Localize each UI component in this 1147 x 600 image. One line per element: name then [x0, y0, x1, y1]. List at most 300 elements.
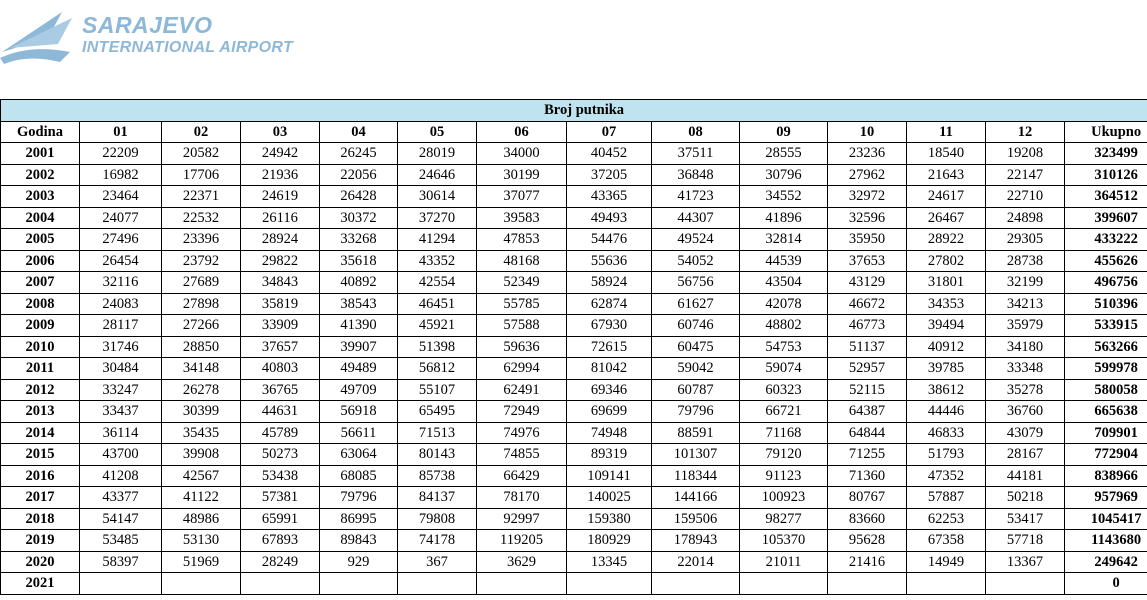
header-row [1, 121, 1147, 143]
total-cell: 1045417 [1065, 508, 1147, 530]
month-cell: 31746 [80, 336, 162, 358]
column-header: 06 [477, 121, 567, 143]
month-cell: 22014 [652, 551, 740, 573]
month-cell: 52957 [828, 358, 907, 380]
year-cell: 2019 [1, 530, 80, 552]
month-cell: 50218 [986, 487, 1065, 509]
month-cell: 32199 [986, 272, 1065, 294]
column-header: 07 [567, 121, 652, 143]
table-row [1, 272, 1147, 294]
month-cell: 51969 [162, 551, 241, 573]
month-cell: 35435 [162, 422, 241, 444]
month-cell: 17706 [162, 164, 241, 186]
month-cell [740, 573, 828, 595]
year-cell: 2017 [1, 487, 80, 509]
month-cell: 54052 [652, 250, 740, 272]
table-row [1, 487, 1147, 509]
month-cell: 22710 [986, 186, 1065, 208]
month-cell: 66721 [740, 401, 828, 423]
table-row [1, 422, 1147, 444]
month-cell: 57588 [477, 315, 567, 337]
month-cell: 47853 [477, 229, 567, 251]
year-cell: 2004 [1, 207, 80, 229]
month-cell: 180929 [567, 530, 652, 552]
month-cell: 33247 [80, 379, 162, 401]
month-cell: 57887 [907, 487, 986, 509]
month-cell: 30199 [477, 164, 567, 186]
month-cell: 21936 [241, 164, 320, 186]
month-cell: 41294 [398, 229, 477, 251]
month-cell: 59636 [477, 336, 567, 358]
month-cell: 37270 [398, 207, 477, 229]
table-row [1, 379, 1147, 401]
month-cell: 26467 [907, 207, 986, 229]
month-cell: 39494 [907, 315, 986, 337]
month-cell: 159380 [567, 508, 652, 530]
month-cell: 46833 [907, 422, 986, 444]
month-cell: 51793 [907, 444, 986, 466]
month-cell: 36765 [241, 379, 320, 401]
month-cell: 74178 [398, 530, 477, 552]
month-cell: 74976 [477, 422, 567, 444]
month-cell: 57718 [986, 530, 1065, 552]
month-cell: 39583 [477, 207, 567, 229]
logo-subtitle: INTERNATIONAL AIRPORT [82, 39, 294, 56]
table-title: Broj putnika [1, 100, 1147, 122]
month-cell: 140025 [567, 487, 652, 509]
month-cell: 67358 [907, 530, 986, 552]
month-cell: 44631 [241, 401, 320, 423]
month-cell: 43377 [80, 487, 162, 509]
month-cell: 81042 [567, 358, 652, 380]
month-cell: 20582 [162, 143, 241, 165]
total-cell: 665638 [1065, 401, 1147, 423]
table-row [1, 250, 1147, 272]
month-cell: 74855 [477, 444, 567, 466]
month-cell [567, 573, 652, 595]
column-header: 05 [398, 121, 477, 143]
month-cell: 26454 [80, 250, 162, 272]
month-cell: 24617 [907, 186, 986, 208]
table-row [1, 358, 1147, 380]
month-cell: 34148 [162, 358, 241, 380]
month-cell: 46451 [398, 293, 477, 315]
month-cell: 72949 [477, 401, 567, 423]
month-cell: 79120 [740, 444, 828, 466]
month-cell: 71513 [398, 422, 477, 444]
month-cell: 53438 [241, 465, 320, 487]
month-cell: 3629 [477, 551, 567, 573]
month-cell: 27689 [162, 272, 241, 294]
month-cell: 24942 [241, 143, 320, 165]
month-cell: 24619 [241, 186, 320, 208]
month-cell: 30399 [162, 401, 241, 423]
year-cell: 2003 [1, 186, 80, 208]
month-cell: 65991 [241, 508, 320, 530]
month-cell: 37657 [241, 336, 320, 358]
column-header: 09 [740, 121, 828, 143]
month-cell: 22532 [162, 207, 241, 229]
table-row [1, 444, 1147, 466]
month-cell: 27496 [80, 229, 162, 251]
month-cell: 72615 [567, 336, 652, 358]
month-cell: 92997 [477, 508, 567, 530]
month-cell: 60323 [740, 379, 828, 401]
month-cell: 80143 [398, 444, 477, 466]
month-cell [477, 573, 567, 595]
month-cell: 55107 [398, 379, 477, 401]
month-cell: 89319 [567, 444, 652, 466]
month-cell: 52349 [477, 272, 567, 294]
month-cell: 14949 [907, 551, 986, 573]
table-row [1, 573, 1147, 595]
month-cell: 13367 [986, 551, 1065, 573]
month-cell: 54476 [567, 229, 652, 251]
month-cell: 367 [398, 551, 477, 573]
year-cell: 2021 [1, 573, 80, 595]
month-cell [398, 573, 477, 595]
total-cell: 399607 [1065, 207, 1147, 229]
month-cell: 86995 [320, 508, 398, 530]
month-cell: 71360 [828, 465, 907, 487]
year-cell: 2018 [1, 508, 80, 530]
month-cell: 43352 [398, 250, 477, 272]
month-cell: 89843 [320, 530, 398, 552]
month-cell: 46672 [828, 293, 907, 315]
month-cell: 43365 [567, 186, 652, 208]
total-cell: 1143680 [1065, 530, 1147, 552]
month-cell: 119205 [477, 530, 567, 552]
month-cell: 91123 [740, 465, 828, 487]
month-cell: 48986 [162, 508, 241, 530]
month-cell: 13345 [567, 551, 652, 573]
month-cell: 84137 [398, 487, 477, 509]
year-cell: 2013 [1, 401, 80, 423]
month-cell: 45789 [241, 422, 320, 444]
month-cell: 30796 [740, 164, 828, 186]
month-cell: 49493 [567, 207, 652, 229]
month-cell: 35618 [320, 250, 398, 272]
month-cell: 47352 [907, 465, 986, 487]
table-row [1, 207, 1147, 229]
month-cell: 62994 [477, 358, 567, 380]
month-cell: 21011 [740, 551, 828, 573]
month-cell: 49709 [320, 379, 398, 401]
month-cell: 41723 [652, 186, 740, 208]
month-cell: 43504 [740, 272, 828, 294]
month-cell: 83660 [828, 508, 907, 530]
month-cell: 71168 [740, 422, 828, 444]
column-header: Godina [1, 121, 80, 143]
year-cell: 2002 [1, 164, 80, 186]
column-header: Ukupno [1065, 121, 1147, 143]
month-cell: 28738 [986, 250, 1065, 272]
month-cell [828, 573, 907, 595]
month-cell: 49524 [652, 229, 740, 251]
month-cell: 29822 [241, 250, 320, 272]
month-cell: 60746 [652, 315, 740, 337]
month-cell: 60475 [652, 336, 740, 358]
month-cell: 85738 [398, 465, 477, 487]
month-cell: 34000 [477, 143, 567, 165]
year-cell: 2010 [1, 336, 80, 358]
month-cell: 64844 [828, 422, 907, 444]
month-cell: 29305 [986, 229, 1065, 251]
month-cell: 19208 [986, 143, 1065, 165]
month-cell: 53485 [80, 530, 162, 552]
month-cell: 22209 [80, 143, 162, 165]
month-cell: 30372 [320, 207, 398, 229]
year-cell: 2006 [1, 250, 80, 272]
month-cell: 32972 [828, 186, 907, 208]
month-cell: 34213 [986, 293, 1065, 315]
table-row [1, 336, 1147, 358]
month-cell: 34180 [986, 336, 1065, 358]
table-row [1, 401, 1147, 423]
month-cell: 79796 [652, 401, 740, 423]
month-cell: 109141 [567, 465, 652, 487]
month-cell: 95628 [828, 530, 907, 552]
table-body [1, 143, 1147, 595]
month-cell: 57381 [241, 487, 320, 509]
column-header: 10 [828, 121, 907, 143]
total-cell: 510396 [1065, 293, 1147, 315]
month-cell: 32814 [740, 229, 828, 251]
month-cell: 30484 [80, 358, 162, 380]
month-cell: 21643 [907, 164, 986, 186]
total-cell: 249642 [1065, 551, 1147, 573]
month-cell: 53130 [162, 530, 241, 552]
table-row [1, 229, 1147, 251]
column-header: 12 [986, 121, 1065, 143]
month-cell: 33909 [241, 315, 320, 337]
month-cell: 101307 [652, 444, 740, 466]
total-cell: 580058 [1065, 379, 1147, 401]
month-cell: 39908 [162, 444, 241, 466]
year-cell: 2008 [1, 293, 80, 315]
month-cell: 80767 [828, 487, 907, 509]
month-cell: 42554 [398, 272, 477, 294]
table-row [1, 551, 1147, 573]
month-cell: 144166 [652, 487, 740, 509]
month-cell: 52115 [828, 379, 907, 401]
month-cell: 26428 [320, 186, 398, 208]
column-header: 01 [80, 121, 162, 143]
month-cell: 68085 [320, 465, 398, 487]
total-cell: 455626 [1065, 250, 1147, 272]
month-cell: 33348 [986, 358, 1065, 380]
month-cell: 32596 [828, 207, 907, 229]
month-cell: 56756 [652, 272, 740, 294]
month-cell: 27266 [162, 315, 241, 337]
month-cell: 56918 [320, 401, 398, 423]
month-cell: 51137 [828, 336, 907, 358]
year-cell: 2014 [1, 422, 80, 444]
month-cell: 39907 [320, 336, 398, 358]
month-cell: 59042 [652, 358, 740, 380]
month-cell: 40803 [241, 358, 320, 380]
month-cell: 34552 [740, 186, 828, 208]
month-cell: 28249 [241, 551, 320, 573]
total-cell: 496756 [1065, 272, 1147, 294]
month-cell: 16982 [80, 164, 162, 186]
month-cell: 65495 [398, 401, 477, 423]
month-cell: 42567 [162, 465, 241, 487]
month-cell: 24646 [398, 164, 477, 186]
month-cell: 56812 [398, 358, 477, 380]
month-cell: 37077 [477, 186, 567, 208]
month-cell: 43700 [80, 444, 162, 466]
month-cell: 34353 [907, 293, 986, 315]
month-cell: 40892 [320, 272, 398, 294]
month-cell: 74948 [567, 422, 652, 444]
month-cell: 34843 [241, 272, 320, 294]
month-cell [907, 573, 986, 595]
month-cell [162, 573, 241, 595]
month-cell: 59074 [740, 358, 828, 380]
month-cell: 44539 [740, 250, 828, 272]
month-cell: 105370 [740, 530, 828, 552]
month-cell [241, 573, 320, 595]
month-cell: 32116 [80, 272, 162, 294]
month-cell: 26278 [162, 379, 241, 401]
month-cell: 63064 [320, 444, 398, 466]
month-cell [986, 573, 1065, 595]
month-cell: 24077 [80, 207, 162, 229]
month-cell: 61627 [652, 293, 740, 315]
month-cell: 22371 [162, 186, 241, 208]
total-cell: 599978 [1065, 358, 1147, 380]
month-cell: 41122 [162, 487, 241, 509]
month-cell: 35819 [241, 293, 320, 315]
month-cell: 28167 [986, 444, 1065, 466]
month-cell: 62253 [907, 508, 986, 530]
month-cell: 30614 [398, 186, 477, 208]
month-cell: 88591 [652, 422, 740, 444]
month-cell: 66429 [477, 465, 567, 487]
month-cell: 21416 [828, 551, 907, 573]
month-cell: 23464 [80, 186, 162, 208]
month-cell: 58924 [567, 272, 652, 294]
month-cell: 28555 [740, 143, 828, 165]
month-cell: 62874 [567, 293, 652, 315]
table-row [1, 143, 1147, 165]
total-cell: 0 [1065, 573, 1147, 595]
month-cell: 35278 [986, 379, 1065, 401]
month-cell: 23236 [828, 143, 907, 165]
total-cell: 772904 [1065, 444, 1147, 466]
month-cell: 35950 [828, 229, 907, 251]
table-row [1, 530, 1147, 552]
month-cell: 69699 [567, 401, 652, 423]
year-cell: 2009 [1, 315, 80, 337]
month-cell: 26116 [241, 207, 320, 229]
logo-text [82, 12, 293, 58]
month-cell: 48802 [740, 315, 828, 337]
month-cell: 40912 [907, 336, 986, 358]
month-cell: 178943 [652, 530, 740, 552]
table-row [1, 293, 1147, 315]
month-cell: 24083 [80, 293, 162, 315]
column-header: 03 [241, 121, 320, 143]
month-cell: 27898 [162, 293, 241, 315]
month-cell: 78170 [477, 487, 567, 509]
month-cell: 62491 [477, 379, 567, 401]
year-cell: 2020 [1, 551, 80, 573]
month-cell: 56611 [320, 422, 398, 444]
total-cell: 433222 [1065, 229, 1147, 251]
month-cell: 45921 [398, 315, 477, 337]
month-cell: 71255 [828, 444, 907, 466]
table-row [1, 315, 1147, 337]
total-cell: 364512 [1065, 186, 1147, 208]
table-row [1, 186, 1147, 208]
month-cell: 48168 [477, 250, 567, 272]
month-cell: 26245 [320, 143, 398, 165]
month-cell: 64387 [828, 401, 907, 423]
table-row [1, 508, 1147, 530]
month-cell: 37205 [567, 164, 652, 186]
month-cell: 54753 [740, 336, 828, 358]
month-cell: 37511 [652, 143, 740, 165]
month-cell: 159506 [652, 508, 740, 530]
month-cell: 55785 [477, 293, 567, 315]
month-cell: 18540 [907, 143, 986, 165]
month-cell: 51398 [398, 336, 477, 358]
month-cell: 28924 [241, 229, 320, 251]
month-cell: 27802 [907, 250, 986, 272]
column-header: 08 [652, 121, 740, 143]
month-cell: 44446 [907, 401, 986, 423]
month-cell: 44181 [986, 465, 1065, 487]
month-cell: 36848 [652, 164, 740, 186]
month-cell: 79796 [320, 487, 398, 509]
year-cell: 2007 [1, 272, 80, 294]
month-cell: 41896 [740, 207, 828, 229]
table-row [1, 465, 1147, 487]
month-cell: 36114 [80, 422, 162, 444]
month-cell: 43079 [986, 422, 1065, 444]
table-row [1, 164, 1147, 186]
month-cell: 58397 [80, 551, 162, 573]
month-cell: 23792 [162, 250, 241, 272]
month-cell: 35979 [986, 315, 1065, 337]
year-cell: 2012 [1, 379, 80, 401]
month-cell: 53417 [986, 508, 1065, 530]
month-cell: 28019 [398, 143, 477, 165]
total-cell: 533915 [1065, 315, 1147, 337]
month-cell: 23396 [162, 229, 241, 251]
month-cell: 22056 [320, 164, 398, 186]
month-cell: 28850 [162, 336, 241, 358]
total-cell: 709901 [1065, 422, 1147, 444]
month-cell: 33437 [80, 401, 162, 423]
month-cell [652, 573, 740, 595]
year-cell: 2011 [1, 358, 80, 380]
month-cell: 36760 [986, 401, 1065, 423]
month-cell: 118344 [652, 465, 740, 487]
month-cell: 27962 [828, 164, 907, 186]
month-cell: 44307 [652, 207, 740, 229]
month-cell: 31801 [907, 272, 986, 294]
year-cell: 2015 [1, 444, 80, 466]
total-cell: 323499 [1065, 143, 1147, 165]
month-cell: 67893 [241, 530, 320, 552]
month-cell: 929 [320, 551, 398, 573]
airport-logo [0, 8, 330, 68]
total-cell: 957969 [1065, 487, 1147, 509]
plane-wing-logo-icon [0, 8, 78, 66]
